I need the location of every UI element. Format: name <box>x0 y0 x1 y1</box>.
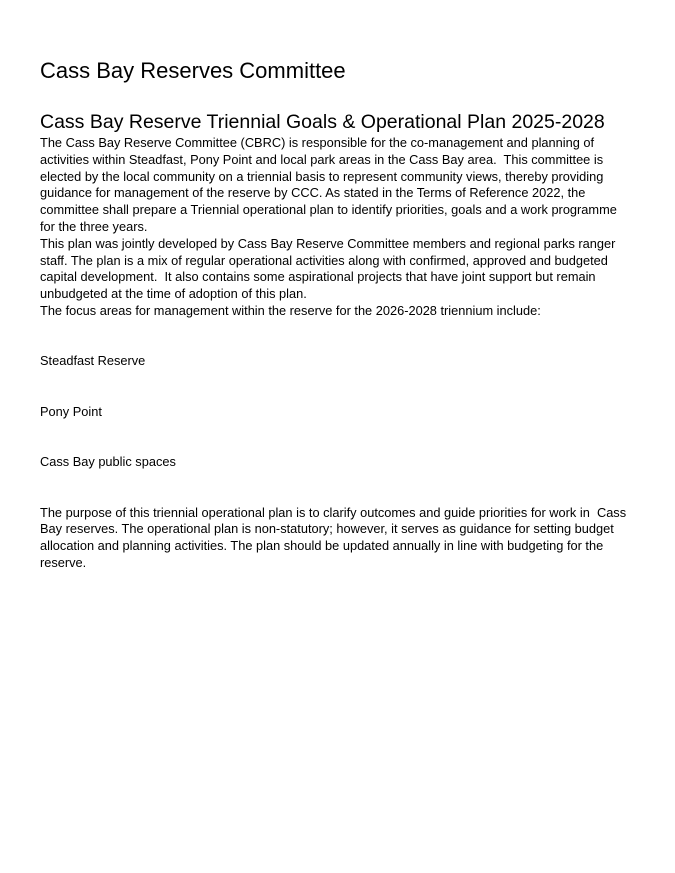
focus-area-item-cass-bay-public-spaces: Cass Bay public spaces <box>40 454 176 470</box>
document-title: Cass Bay Reserves Committee <box>40 58 346 83</box>
paragraph-focus-areas-intro: The focus areas for management within the reserve for the 2026-2028 triennium include: <box>40 302 541 318</box>
document-subtitle: Cass Bay Reserve Triennial Goals & Operational Plan 2025-2028 <box>40 111 605 133</box>
paragraph-committee-intro: The Cass Bay Reserve Committee (CBRC) is responsible for the co-management and planning of activities within Steadfast, Pony Point and local park areas in the Cass Bay area. This committee is elected by the local community on a triennial basis to represent community views, thereby providing guidance for management of the reserve by CCC. As stated in the Terms of Reference 2022, the committee shall prepare a Triennial operational plan to identify priorities, goals and a work programme for the three years. <box>40 135 621 234</box>
focus-areas-list <box>40 320 635 505</box>
paragraph-plan-purpose: The purpose of this triennial operational plan is to clarify outcomes and guide priorities for work in Cass Bay reserves. The operational plan is non-statutory; however, it serves as guidance for setting budget allocation and planning activities. The plan should be updated annually in line with budgeting for the reserve. <box>40 504 630 570</box>
document-content <box>40 0 635 572</box>
paragraph-plan-development: This plan was jointly developed by Cass Bay Reserve Committee members and regional parks ranger staff. The plan is a mix of regular operational activities along with confirmed, approved and budgeted capital development. It also contains some aspirational projects that have joint support but remain unbudgeted at the time of adoption of this plan. <box>40 235 619 302</box>
focus-area-item-steadfast-reserve: Steadfast Reserve <box>40 353 146 369</box>
focus-area-item-pony-point: Pony Point <box>40 403 102 419</box>
